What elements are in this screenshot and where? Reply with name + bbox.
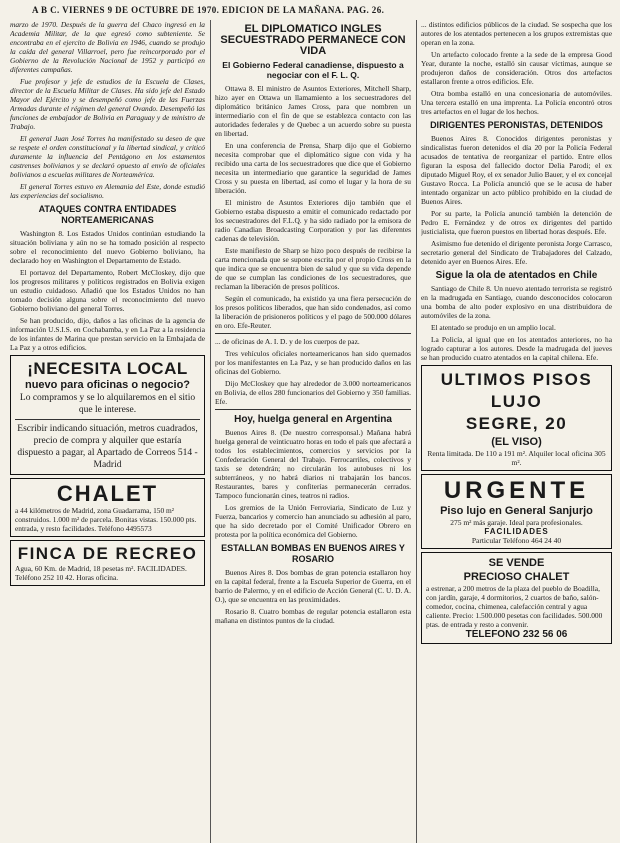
article-paragraph: Se han producido, dijo, daños a las oficinas de la agencia de información U.S.I.S. en Cochabamba, y en La Paz a la residencia de los infantes de Marina que prestan servicio en la Embajada de La Paz y a otros edificios. [10,316,205,352]
column-3 [421,20,612,843]
article-paragraph: Un artefacto colocado frente a la sede de la empresa Good Year, durante la noche, estalló sin causar víctimas, aunque se produjeron daños de consideración. Otros dos artefactos estallaron frente a otros edificios. Efe. [421,50,612,86]
article-paragraph: Buenos Aires 8. (De nuestro corresponsal.) Mañana habrá huelga general de veinticuatro horas en todo el país que afectará a todos los establecimientos, comercios y servicios por la Confederación General del Trabajo. Ferrocarriles, colectivos y taxis se detendrán; no circularán los autobuses ni los subterráneos, y no habrá diarios ni trabajarán los bancos. Restaurantes, bares y confiterías permanecerán cerrados. Tampoco funcionarán cines, teatros ni radios. [215,428,411,500]
ad-phone: Particular Teléfono 464 24 40 [471,536,562,545]
article-headline: ESTALLAN BOMBAS EN BUENOS AIRES Y ROSARIO [221,543,405,564]
article-paragraph: Santiago de Chile 8. Un nuevo atentado terrorista se registró en la madrugada en Santiago, cuando desconocidos colocaron una bomba de alto poder explosivo en una distribuidora de automóviles de la zona. [421,284,612,320]
ad-title: ULTIMOS PISOS LUJO [440,370,593,411]
article-headline: Sigue la ola de atentados en Chile [435,270,598,281]
article-paragraph: Washington 8. Los Estados Unidos continúan estudiando la situación boliviana y aún no se ha tomado posición al respecto sobre el reconocimiento del nuevo Gobierno boliviano, ha declarado hoy en Washington el Departamento de Estado. [10,229,205,265]
article-paragraph: Asimismo fue detenido el dirigente peronista Jorge Carrasco, secretario general del Sindicato de Trabajadores del Calzado, detenido ayer en Buenos Aires. Efe. [421,239,612,266]
ad-finca [10,540,205,586]
article-headline: DIRIGENTES PERONISTAS, DETENIDOS [430,120,603,130]
article-headline: EL DIPLOMATICO INGLES SECUESTRADO PERMANECE CON VIDA [220,23,406,57]
article-paragraph: marzo de 1970. Después de la guerra del Chaco ingresó en la Academia Militar, de la que egresó como subteniente. Se encontraba en el ejercito de Bolivia en 1946, cuando se produjo la caída del general Villarroel, pero fue reincorporado por el Gobierno de la Revolución Nacional de 1952 y participó en diferentes campañas. [10,20,205,74]
divider [15,419,200,420]
ad-body: Agua, 60 Km. de Madrid, 18 pesetas m². FACILIDADES. Teléfono 252 10 42. Horas oficina. [15,564,187,582]
ad-body: a 44 kilómetros de Madrid, zona Guadarrama, 150 m² construidos. 1.000 m² de parcela. Bonitas vistas. 150.000 pts. entrada, y resto facilidades. Teléfono 4495573 [15,506,197,533]
article-subheadline: El Gobierno Federal canadiense, dispuesto a negociar con el F. L. Q. [222,60,404,80]
column-rule [210,20,211,843]
article-paragraph: Otra bomba estalló en una concesionaria de automóviles. Una tercera estalló en una imprenta. La Policía encontró otros tres artefactos en el lugar de los hechos. [421,89,612,116]
ad-title: SEGRE, 20 [465,414,568,433]
ad-local [10,355,205,475]
ad-subtitle: (EL VISO) [491,436,542,448]
ad-title: SE VENDE [488,557,545,569]
article-paragraph: ... distintos edificios públicos de la ciudad. Se sospecha que los autores de los atentados pertenecen a los grupos extremistas que operan en la zona. [421,20,612,47]
column-rule [416,20,417,843]
article-paragraph: Según el comunicado, ha existido ya una fiera persecución de los presos políticos liberados, que han sido condenados, así como la liberación de prisioneros políticos y el pago de 500.000 dólares en oro. Efe-Reuter. [215,294,411,330]
article-paragraph: Los gremios de la Unión Ferroviaria, Sindicato de Luz y Fuerza, bancarios y comercio han anunciado su adhesión al paro, que ha sido decretado por el Comité Unificador Obrero en protesta por la política económica del Gobierno. [215,503,411,539]
ad-body: FACILIDADES [484,527,549,536]
ad-chalet [10,478,205,537]
article-paragraph: Buenos Aires 8. Conocidos dirigentes peronistas y sindicalistas fueron detenidos el día 20 por la Policía Federal acusados de tentativa de reorganizar el partido. Entre ellos figuran la esposa del fallecido doctor Delia Parodi; el ex diputado Miguel Roy, el ex senador Julio Bauer, y el ex concejal Gustavo Rocca. La Policía anunció que se le acusa de haber intentado organizar un acto público prohibido en la ciudad de Buenos Aires. [421,134,612,206]
article-paragraph: Buenos Aires 8. Dos bombas de gran potencia estallaron hoy en la capital federal, frente a la Escuela Superior de Guerra, en el barrio de Palermo, y en el edificio de Acción General (C. U. D. A. O.), que se encuentra en las proximidades. [215,568,411,604]
ad-body: Escribir indicando situación, metros cuadrados, precio de compra y alquiler que estaría dispuesto a pagar, al Apartado de Correos 514 - Madrid [17,424,198,470]
ad-subtitle: Piso lujo en General Sanjurjo [440,505,593,517]
ad-body: a estrenar, a 200 metros de la plaza del pueblo de Boadilla, con jardín, garaje, 4 dormitorios, 2 cuartos de baño, salón-comedor, cocina, chimenea, calefacción central y agua caliente. Precio: 1.500.000 pesetas con facilidades. 500.000 ptas. de entrada y resto a convenir. [426,584,603,629]
ad-title: URGENTE [443,477,590,504]
article-paragraph: Dijo McCloskey que hay alrededor de 3.000 norteamericanos en Bolivia, de ellos 280 funcionarios del Gobierno y 350 familias. Efe. [215,379,411,406]
ad-title: FINCA DE RECREO [17,544,198,563]
article-paragraph: Tres vehículos oficiales norteamericanos han sido quemados por los manifestantes en La Paz, y se han producido daños en las oficinas del Gobierno. [215,349,411,376]
ad-subtitle: nuevo para oficinas o negocio? [24,379,191,391]
article-paragraph: Ottawa 8. El ministro de Asuntos Exteriores, Mitchell Sharp, hizo ayer en Ottawa un llamamiento a los secuestradores del diplomático británico James Cross, para que nombren un intermediario con el fin de que se establezca contacto con las autoridades federales y de Quebec a un acuerdo sobre su puesta en libertad. [215,84,411,138]
article-paragraph: El general Juan José Torres ha manifestado su deseo de que se respete el orden constitucional y la libertad sindical, y criticó duramente la influencia del Pentágono en los estamentos castrenses bolivianos y se declaró opuesto al envío de oficiales bolivianos a escuelas militares de Norteamérica. [10,134,205,179]
article-paragraph: El atentado se produjo en un amplio local. [431,323,556,332]
ad-se-vende [421,552,612,644]
ad-body: Lo compramos y se lo alquilaremos en el sitio que le interese. [19,393,196,415]
page-header: A B C. VIERNES 9 DE OCTUBRE DE 1970. EDICION DE LA MAÑANA. PAG. 26. [32,5,385,15]
ad-title: PRECIOSO CHALET [463,571,570,583]
article-paragraph: ... de oficinas de A. I. D. y de los cuerpos de paz. [215,337,360,346]
column-1 [10,20,205,843]
ad-urgente [421,474,612,549]
divider [215,409,411,410]
article-paragraph: El portavoz del Departamento, Robert McCloskey, dijo que los progresos militares y políticos registrados en Bolivia exigen un estudio cuidadoso. Añadió que los Estados Unidos no han tomado decisión alguna sobre el reconocimiento del nuevo Gobierno boliviano del general Torres. [10,268,205,313]
article-paragraph: El ministro de Asuntos Exteriores dijo también que el Gobierno estaba dispuesto a emitir el comunicado redactado por los secuestradores del F.L.Q. y ha sido radiado por la emisora de radio Canadian Broadcasting Corporation y por las diferentes cadenas de televisión. [215,198,411,243]
ad-pisos [421,365,612,471]
columns [10,20,612,843]
article-paragraph: En una conferencia de Prensa, Sharp dijo que el Gobierno necesita comprobar que el diplomático sigue con vida y ha recibido una carta de los secuestradores que dice que el Gobierno necesita un intermediario que garantice la seguridad de James Cross y su puesta en libertad, así como el lugar y la hora de su liberación. [215,141,411,195]
article-paragraph: Por su parte, la Policía anunció también la detención de Pedro E. Fernández y de otros ex dirigentes del partido justicialista, que fueron puestos en libertad horas después. Efe. [421,209,612,236]
article-paragraph: Fue profesor y jefe de estudios de la Escuela de Clases, director de la Escuela Militar de Clases. Ha sido jefe del Estado Mayor del Ejército y se desempeñó como jefe de las Fuerzas Armadas durante el régimen del general Ovando. Desempeñó las funciones de embajador de Bolivia en Paraguay y de ministro de Trabajo. [10,77,205,131]
article-paragraph: El general Torres estuvo en Alemania del Este, donde estudió las experiencias del socialismo. [10,182,205,200]
article-paragraph: Rosario 8. Cuatro bombas de regular potencia estallaron esta mañana en distintos puntos de la ciudad. [215,607,411,625]
ad-body: Renta limitada. De 110 a 191 m². Alquiler local oficina 305 m². [427,449,606,467]
ad-body: 275 m² más garaje. Ideal para profesionales. [450,518,583,527]
article-headline: Hoy, huelga general en Argentina [234,414,392,425]
column-2 [215,20,411,843]
ad-title: ¡NECESITA LOCAL [27,359,188,378]
divider [215,333,411,334]
article-headline: ATAQUES CONTRA ENTIDADES NORTEAMERICANAS [38,204,177,225]
article-paragraph: Este manifiesto de Sharp se hizo poco después de recibirse la carta mencionada que se supone escrita por el propio Cross en la que indica que se encuentra bien de salud y que su vida depende de que se cumplan las condiciones de los secuestradores, que reclaman la liberación de presos políticos. [215,246,411,291]
ad-phone: TELEFONO 232 56 06 [465,629,568,640]
article-paragraph: La Policía, al igual que en los atentados anteriores, no ha logrado capturar a los autores. Desde la madrugada del jueves se han producido cuatro atentados en la capital chilena. Efe. [421,335,612,362]
ad-title: CHALET [56,481,159,506]
